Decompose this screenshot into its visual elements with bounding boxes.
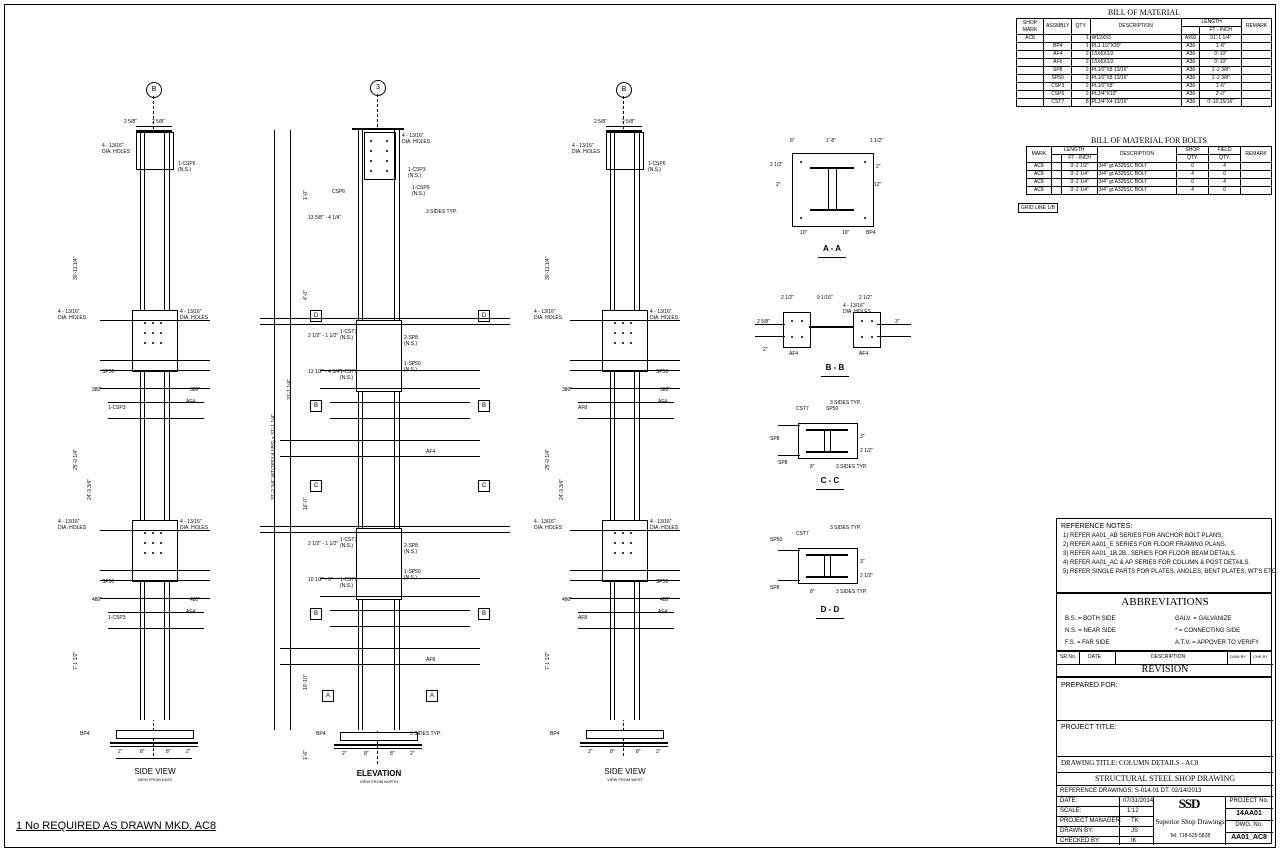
grid-bubble-b-left: B <box>146 82 162 98</box>
table-row: AC8 0'-2 1/4" 3/4" gr.A325SC BOLT 0 4 <box>1027 179 1272 187</box>
bom-header-qty: QTY. <box>1072 19 1090 35</box>
bill-of-material <box>1016 8 1272 107</box>
field-value-pm: TK <box>1131 818 1139 824</box>
upper-connection-left <box>136 132 174 170</box>
field-label-scale: SCALE: <box>1060 808 1082 814</box>
grid-bubble-3: 3 <box>370 80 386 96</box>
discipline-label: STRUCTURAL STEEL SHOP DRAWING <box>1094 774 1236 783</box>
field-label-drawnby: DRAWN BY: <box>1060 828 1094 834</box>
abbrev-right-2: * = CONNECTING SIDE <box>1175 628 1241 634</box>
table-row: AC8 0'-2 1/2" 3/4" gr.A325SC BOLT 0 4 <box>1027 163 1272 171</box>
section-b-b: 2 1/2" 9 1/16" 2 1/2" 2" 2 5/8" 3" AF4 AF4 4 - 13/16" DIA. HOLES B - B <box>755 290 915 380</box>
splice-1-center <box>356 320 402 392</box>
reference-note-4: 4) REFER AA01_AC & AP SERIES FOR COLUMN & POST DETAILS. <box>1063 560 1251 566</box>
abbrev-right-1: GALV. = GALVANIZE <box>1175 616 1232 622</box>
abbrev-right-3: A.T.V. = APPOVER TO VERIFY <box>1175 640 1260 646</box>
bob-header-desc: DESCRIPTION <box>1097 147 1176 163</box>
section-label-a: A - A <box>822 244 842 253</box>
upper-connection-right <box>606 132 644 170</box>
section-mark-b-left: B <box>310 400 322 412</box>
section-mark-c-left: C <box>310 480 322 492</box>
abbrev-left-2: N.S. = NEAR SIDE <box>1065 628 1116 634</box>
revision-header-date: DATE <box>1088 654 1101 660</box>
view-subtitle-center: VIEW FROM NORTH <box>359 779 399 784</box>
reference-drawings: REFERENCE DRAWINGS: S-014.01 DT. 02/14/2013 <box>1060 788 1202 794</box>
field-value-scale: 1:12 <box>1127 808 1139 814</box>
bom-header-shopmark: SHOP MARK <box>1017 19 1044 35</box>
table-row: CST7 8 PL3/4"X4 13/16" A36 0'-10 15/16" <box>1017 99 1272 107</box>
bom-header-assembly: ASSMBLY <box>1043 19 1072 35</box>
bottom-note: 1 No REQUIRED AS DRAWN MKD. AC8 <box>16 820 217 832</box>
abbrev-left-1: B.S. = BOTH SIDE <box>1065 616 1116 622</box>
bill-of-bolts <box>1026 136 1272 195</box>
section-mark-d-right: D <box>478 310 490 322</box>
bob-title: BILL OF MATERIAL FOR BOLTS <box>1090 136 1207 145</box>
table-row: CSP3 2 PL1/2"X8" A36 1'-6" <box>1017 83 1272 91</box>
bob-table: MARK LENGTH DESCRIPTION SHOP FIELD REMARK FT - INCH QTY. QTY. AC8 0'-2 1/2" 3/4" gr.A325SC BOLT 0 4 AC8 0'-2 1/4" 3/4" gr.A325SC BOLT 4 0 AC8 0'-2 1/4" 3/4" gr.A325SC BOLT 0 4 AC8 0'-2 1/4" 3/4" gr.A325SC BOLT 4 0 <box>1026 146 1272 195</box>
table-row: SP50 2 PL1/2"X8 13/16" A36 1'-2 3/8" <box>1017 75 1272 83</box>
table-row: AC8 0'-2 1/4" 3/4" gr.A325SC BOLT 4 0 <box>1027 187 1272 195</box>
section-a-a: 8" 1'-8" 1 1/2" 10" 10" BP4 2" 12" 2" 2 1/2" A - A <box>770 135 900 275</box>
reference-note-1: 1) REFER AA01_AB SERIES FOR ANCHOR BOLT PLANS. <box>1063 533 1223 539</box>
bom-header-ftinch: FT - INCH <box>1200 27 1242 35</box>
revision-block <box>1056 651 1272 677</box>
reference-note-2: 2) REFER AA01_E SERIES FOR FLOOR FRAMING PLANS. <box>1063 542 1227 548</box>
reference-note-3: 3) REFER AA01_1B,2B.. SERIES FOR FLOOR BEAM DETAILS. <box>1063 551 1237 557</box>
table-row: BP4 1 PL1 1/2"X20" A36 1'-8" <box>1017 43 1272 51</box>
bom-header-desc: DESCRIPTION <box>1090 19 1181 35</box>
bom-header-remark: REMARK <box>1242 19 1272 35</box>
field-value-drawnby: JS <box>1131 828 1139 834</box>
revision-header-srno: SR.No. <box>1060 654 1077 660</box>
table-row: AC8 0'-2 1/4" 3/4" gr.A325SC BOLT 4 0 <box>1027 171 1272 179</box>
section-mark-b2-left: B <box>310 608 322 620</box>
reference-notes-box <box>1056 518 1278 593</box>
table-row: AF6 2 L5X6X1/2 A36 0'-10" <box>1017 59 1272 67</box>
splice-2-center <box>356 528 402 600</box>
view-subtitle-left: VIEW FROM EAST <box>137 777 173 782</box>
dwg-no-value: AA01_AC8 <box>1231 834 1267 841</box>
revision-header-dwn: DWN BY <box>1230 654 1246 659</box>
abbreviations-box <box>1056 593 1272 651</box>
section-mark-a-left: A <box>322 690 334 702</box>
base-plate-center <box>340 732 418 741</box>
field-label-pm: PROJECT MANAGER: <box>1060 818 1122 824</box>
revision-header-chk: CHK BY <box>1253 654 1268 659</box>
section-d-d: CST7 3 SIDES TYP. SP50 SP8 3" 2 1/2" 8" 3 SIDES TYP. D - D <box>770 520 910 635</box>
view-title-right: SIDE VIEW <box>604 767 646 776</box>
section-label-d: D - D <box>820 605 840 614</box>
prepared-for-label: PREPARED FOR: <box>1061 682 1118 689</box>
base-plate-right <box>586 730 664 739</box>
bom-header-length: LENGTH <box>1182 19 1242 27</box>
view-title-center: ELEVATION <box>356 769 402 778</box>
bob-header-mark: MARK <box>1027 147 1052 163</box>
company-logo: SSD <box>1178 796 1200 811</box>
section-mark-d-left: D <box>310 310 322 322</box>
side-view-east: B 2" 8" 8" 2" SIDE VIEW VIEW FROM EAST 4 - 13/16" DIA. HOLES 1-CSP6 (N.S.) 2 5/8" 2 5/8" 4 - 13/16" DIA. HOLES 4 - 13/16" DIA. HOLES 4 - 13/16" DIA. HOLES 4 - 13/16" DIA. HOLES SP50 SP50 1-CSP3 1-CSP3 AF4 AF4 BP4 30'-11 1/4" 25'-0 1/4" 7'-1 1/2" 24'-3 3/4" 380" 480" 380" 480" <box>40 70 260 790</box>
section-label-c: C - C <box>820 476 840 485</box>
grid-bubble-b-right: B <box>616 82 632 98</box>
top-cap-detail <box>364 132 396 180</box>
company-phone: Tel: 718-625-5828 <box>1169 833 1211 839</box>
section-mark-b-right: B <box>478 400 490 412</box>
view-title-left: SIDE VIEW <box>134 767 176 776</box>
view-subtitle-right: VIEW FROM WEST <box>607 777 643 782</box>
reference-notes-title: REFERENCE NOTES: <box>1061 523 1133 530</box>
section-mark-b2-right: B <box>478 608 490 620</box>
drawing-title: DRAWING TITLE: COLUMN DETAILS - AC8 <box>1061 759 1199 767</box>
bob-header-field: FIELD <box>1209 147 1241 155</box>
table-row: CSP6 2 PL3/4"X10" A36 2'-0" <box>1017 91 1272 99</box>
bom-title: BILL OF MATERIAL <box>1107 8 1181 17</box>
bom-table <box>1016 18 1272 107</box>
section-label-b: B - B <box>825 363 845 372</box>
bob-header-shop: SHOP <box>1176 147 1208 155</box>
project-title-label: PROJECT TITLE: <box>1061 724 1117 731</box>
revision-title: REVISION <box>1141 664 1189 675</box>
bob-header-remark: REMARK <box>1241 147 1272 163</box>
bob-header-length: LENGTH <box>1051 147 1097 155</box>
revision-header-desc: DESCRIPTION <box>1151 654 1186 660</box>
field-label-checkedby: CHECKED BY: <box>1060 838 1101 844</box>
field-value-checkedby: IK <box>1131 838 1137 844</box>
dwg-no-label: DWG. No. <box>1235 822 1263 828</box>
section-c-c: CST7 3 SIDES TYP. SP8 SP8 SP50 3" 2 1/2" 8" 3 SIDES TYP. C - C <box>770 395 910 505</box>
project-no-label: PROJECT No. <box>1229 798 1269 804</box>
table-row: AC8 1 W12X53 A992 31'-1 1/4" <box>1017 35 1272 43</box>
section-mark-a-right: A <box>426 690 438 702</box>
table-row: AF4 2 L5X6X1/2 A36 0'-10" <box>1017 51 1272 59</box>
project-no-value: 14AA01 <box>1236 810 1262 817</box>
company-name: Superior Shop Drawings <box>1155 818 1225 826</box>
abbrev-left-3: F.S. = FAR SIDE <box>1065 640 1110 646</box>
base-plate-left <box>116 730 194 739</box>
field-value-date: 07/31/2014 <box>1123 798 1154 804</box>
section-mark-c-right: C <box>478 480 490 492</box>
title-block <box>1056 677 1272 844</box>
bob-header-ftinch: FT - INCH <box>1062 155 1097 163</box>
field-label-date: DATE: <box>1060 798 1078 804</box>
abbreviations-title: ABBREVIATIONS <box>1121 596 1209 608</box>
grid-line-note: GRID LINE 1/B <box>1018 203 1058 213</box>
table-row: SP8 2 PL1/2"X8 13/16" A36 1'-2 3/8" <box>1017 67 1272 75</box>
reference-note-5: 5) REFER SINGLE PARTS FOR PLATES, ANGLES, BENT PLATES, WT'S ETC. <box>1063 569 1278 575</box>
side-view-west: B 2" 8" 8" 2" SIDE VIEW VIEW FROM WEST 4 - 13/16" DIA. HOLES 1-CSP6 (N.S.) 2 5/8" 2 5/8" 4 - 13/16" DIA. HOLES 4 - 13/16" DIA. HOLES 4 - 13/16" DIA. HOLES 4 - 13/16" DIA. HOLES SP50 SP50 AF8 AF8 AF4 AF4 BP4 30'-11 1/4" 25'-0 1/4" 7'-1 1/2" 24'-3 3/4" 380" 480" 380" 480" <box>530 70 750 790</box>
elevation-overall-dim: 32'-2 3/4" WT(2653.4 LBS) x 31'-1 1/4" <box>271 413 277 500</box>
elevation-view: 3 2" 8" 8" 2" ELEVATION VIEW FROM NORTH D D B B C C B B A A 32'-2 3/4" WT(2653.4 LBS) x 31'-1 1/4" 31'-1 1/4" 1'-0" 4'-0" 16'-0" 10'-10" 1'-6" 13 5/8" - 4 1/4" 13 1/2" - 4 3/4" 10 1/2" - 5" 2 1/2" - 1 1/2" 2 1/2" - 1 1/2" 4 - 13/16" DIA. HOLES 1-CSP3 (N.S.) 1-CSP6 (N.S.) 3 SIDES TYP. CSP6 1-CST7 (N.S.) 2-SP8 (N.S.) 1-SP50 (N.S.) 1-CST7 (N.S.) AF4 1-CST7 (N.S.) 2-SP8 (N.S.) 1-SP50 (N.S.) 1-CST7 (N.S.) AF8 BP4 3 SIDES TYP. <box>260 70 520 800</box>
